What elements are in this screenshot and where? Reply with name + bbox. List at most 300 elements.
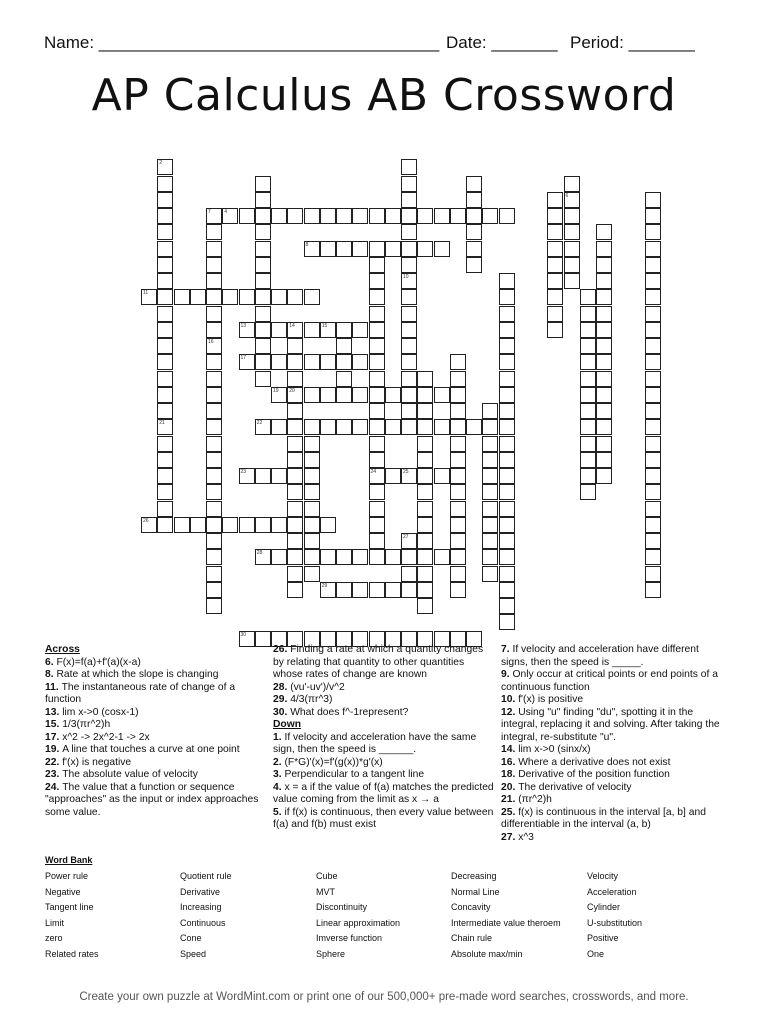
grid-cell[interactable] [401, 306, 417, 322]
grid-cell[interactable] [401, 241, 417, 257]
grid-cell[interactable] [287, 322, 303, 338]
grid-cell[interactable] [450, 403, 466, 419]
grid-cell[interactable] [450, 208, 466, 224]
grid-cell[interactable] [206, 452, 222, 468]
grid-cell[interactable] [157, 159, 173, 175]
grid-cell[interactable] [482, 452, 498, 468]
grid-cell[interactable] [645, 582, 661, 598]
grid-cell[interactable] [596, 322, 612, 338]
grid-cell[interactable] [417, 582, 433, 598]
grid-cell[interactable] [157, 322, 173, 338]
grid-cell[interactable] [271, 419, 287, 435]
grid-cell[interactable] [645, 403, 661, 419]
grid-cell[interactable] [499, 387, 515, 403]
grid-cell[interactable] [255, 517, 271, 533]
grid-cell[interactable] [255, 549, 271, 565]
grid-cell[interactable] [499, 371, 515, 387]
grid-cell[interactable] [287, 566, 303, 582]
grid-cell[interactable] [352, 354, 368, 370]
grid-cell[interactable] [369, 419, 385, 435]
grid-cell[interactable] [320, 387, 336, 403]
grid-cell[interactable] [580, 387, 596, 403]
grid-cell[interactable] [206, 549, 222, 565]
grid-cell[interactable] [482, 549, 498, 565]
grid-cell[interactable] [645, 322, 661, 338]
grid-cell[interactable] [401, 208, 417, 224]
grid-cell[interactable] [385, 549, 401, 565]
grid-cell[interactable] [304, 419, 320, 435]
grid-cell[interactable] [564, 176, 580, 192]
grid-cell[interactable] [596, 224, 612, 240]
grid-cell[interactable] [434, 549, 450, 565]
grid-cell[interactable] [645, 371, 661, 387]
grid-cell[interactable] [206, 241, 222, 257]
grid-cell[interactable] [287, 387, 303, 403]
grid-cell[interactable] [369, 241, 385, 257]
grid-cell[interactable] [499, 208, 515, 224]
grid-cell[interactable] [499, 354, 515, 370]
grid-cell[interactable] [206, 273, 222, 289]
grid-cell[interactable] [206, 387, 222, 403]
grid-cell[interactable] [141, 517, 157, 533]
grid-cell[interactable] [304, 322, 320, 338]
grid-cell[interactable] [499, 517, 515, 533]
grid-cell[interactable] [157, 517, 173, 533]
grid-cell[interactable] [287, 289, 303, 305]
grid-cell[interactable] [304, 533, 320, 549]
grid-cell[interactable] [596, 419, 612, 435]
grid-cell[interactable] [352, 582, 368, 598]
grid-cell[interactable] [255, 224, 271, 240]
grid-cell[interactable] [499, 533, 515, 549]
grid-cell[interactable] [369, 257, 385, 273]
grid-cell[interactable] [239, 289, 255, 305]
grid-cell[interactable] [499, 306, 515, 322]
grid-cell[interactable] [645, 517, 661, 533]
grid-cell[interactable] [271, 387, 287, 403]
grid-cell[interactable] [320, 582, 336, 598]
grid-cell[interactable] [385, 468, 401, 484]
grid-cell[interactable] [450, 501, 466, 517]
grid-cell[interactable] [304, 468, 320, 484]
grid-cell[interactable] [434, 468, 450, 484]
grid-cell[interactable] [369, 533, 385, 549]
grid-cell[interactable] [369, 208, 385, 224]
grid-cell[interactable] [450, 436, 466, 452]
grid-cell[interactable] [564, 273, 580, 289]
grid-cell[interactable] [157, 403, 173, 419]
grid-cell[interactable] [547, 322, 563, 338]
grid-cell[interactable] [320, 354, 336, 370]
grid-cell[interactable] [580, 338, 596, 354]
grid-cell[interactable] [369, 436, 385, 452]
grid-cell[interactable] [499, 614, 515, 630]
grid-cell[interactable] [450, 468, 466, 484]
grid-cell[interactable] [336, 419, 352, 435]
grid-cell[interactable] [401, 549, 417, 565]
grid-cell[interactable] [450, 533, 466, 549]
grid-cell[interactable] [369, 306, 385, 322]
grid-cell[interactable] [255, 371, 271, 387]
grid-cell[interactable] [547, 273, 563, 289]
grid-cell[interactable] [401, 468, 417, 484]
grid-cell[interactable] [580, 371, 596, 387]
grid-cell[interactable] [596, 452, 612, 468]
grid-cell[interactable] [206, 436, 222, 452]
grid-cell[interactable] [499, 549, 515, 565]
grid-cell[interactable] [287, 403, 303, 419]
grid-cell[interactable] [352, 241, 368, 257]
grid-cell[interactable] [304, 241, 320, 257]
grid-cell[interactable] [157, 484, 173, 500]
grid-cell[interactable] [206, 306, 222, 322]
grid-cell[interactable] [287, 582, 303, 598]
grid-cell[interactable] [287, 468, 303, 484]
grid-cell[interactable] [564, 224, 580, 240]
grid-cell[interactable] [645, 289, 661, 305]
grid-cell[interactable] [580, 289, 596, 305]
grid-cell[interactable] [401, 159, 417, 175]
grid-cell[interactable] [369, 354, 385, 370]
grid-cell[interactable] [564, 208, 580, 224]
grid-cell[interactable] [336, 549, 352, 565]
grid-cell[interactable] [157, 371, 173, 387]
grid-cell[interactable] [255, 176, 271, 192]
grid-cell[interactable] [304, 387, 320, 403]
grid-cell[interactable] [547, 241, 563, 257]
grid-cell[interactable] [336, 354, 352, 370]
grid-cell[interactable] [174, 289, 190, 305]
grid-cell[interactable] [206, 338, 222, 354]
grid-cell[interactable] [499, 273, 515, 289]
grid-cell[interactable] [499, 403, 515, 419]
grid-cell[interactable] [450, 484, 466, 500]
grid-cell[interactable] [287, 549, 303, 565]
grid-cell[interactable] [417, 566, 433, 582]
grid-cell[interactable] [580, 436, 596, 452]
grid-cell[interactable] [547, 192, 563, 208]
grid-cell[interactable] [336, 322, 352, 338]
grid-cell[interactable] [580, 403, 596, 419]
grid-cell[interactable] [369, 289, 385, 305]
period-field[interactable]: Period: _______ [570, 33, 695, 52]
grid-cell[interactable] [206, 224, 222, 240]
grid-cell[interactable] [499, 338, 515, 354]
grid-cell[interactable] [336, 241, 352, 257]
grid-cell[interactable] [499, 322, 515, 338]
grid-cell[interactable] [596, 257, 612, 273]
grid-cell[interactable] [287, 452, 303, 468]
grid-cell[interactable] [401, 533, 417, 549]
grid-cell[interactable] [206, 419, 222, 435]
grid-cell[interactable] [434, 241, 450, 257]
grid-cell[interactable] [580, 484, 596, 500]
grid-cell[interactable] [336, 338, 352, 354]
grid-cell[interactable] [482, 566, 498, 582]
grid-cell[interactable] [450, 566, 466, 582]
grid-cell[interactable] [417, 549, 433, 565]
grid-cell[interactable] [287, 517, 303, 533]
grid-cell[interactable] [401, 257, 417, 273]
grid-cell[interactable] [580, 452, 596, 468]
grid-cell[interactable] [450, 371, 466, 387]
grid-cell[interactable] [596, 403, 612, 419]
grid-cell[interactable] [417, 501, 433, 517]
grid-cell[interactable] [385, 582, 401, 598]
grid-cell[interactable] [239, 208, 255, 224]
grid-cell[interactable] [417, 533, 433, 549]
grid-cell[interactable] [206, 354, 222, 370]
grid-cell[interactable] [482, 517, 498, 533]
grid-cell[interactable] [190, 517, 206, 533]
grid-cell[interactable] [157, 501, 173, 517]
grid-cell[interactable] [157, 224, 173, 240]
grid-cell[interactable] [304, 354, 320, 370]
grid-cell[interactable] [401, 582, 417, 598]
grid-cell[interactable] [206, 566, 222, 582]
grid-cell[interactable] [369, 582, 385, 598]
grid-cell[interactable] [304, 501, 320, 517]
grid-cell[interactable] [304, 566, 320, 582]
grid-cell[interactable] [645, 387, 661, 403]
grid-cell[interactable] [401, 419, 417, 435]
grid-cell[interactable] [417, 419, 433, 435]
grid-cell[interactable] [401, 371, 417, 387]
grid-cell[interactable] [401, 192, 417, 208]
grid-cell[interactable] [466, 419, 482, 435]
grid-cell[interactable] [157, 436, 173, 452]
grid-cell[interactable] [157, 354, 173, 370]
grid-cell[interactable] [320, 208, 336, 224]
grid-cell[interactable] [255, 273, 271, 289]
grid-cell[interactable] [645, 257, 661, 273]
grid-cell[interactable] [417, 598, 433, 614]
grid-cell[interactable] [206, 598, 222, 614]
grid-cell[interactable] [255, 241, 271, 257]
grid-cell[interactable] [206, 582, 222, 598]
grid-cell[interactable] [401, 273, 417, 289]
grid-cell[interactable] [401, 176, 417, 192]
grid-cell[interactable] [499, 468, 515, 484]
grid-cell[interactable] [190, 289, 206, 305]
grid-cell[interactable] [401, 566, 417, 582]
grid-cell[interactable] [304, 484, 320, 500]
grid-cell[interactable] [645, 241, 661, 257]
grid-cell[interactable] [287, 208, 303, 224]
grid-cell[interactable] [222, 289, 238, 305]
grid-cell[interactable] [336, 582, 352, 598]
grid-cell[interactable] [239, 354, 255, 370]
grid-cell[interactable] [547, 257, 563, 273]
grid-cell[interactable] [271, 468, 287, 484]
grid-cell[interactable] [336, 387, 352, 403]
grid-cell[interactable] [417, 484, 433, 500]
grid-cell[interactable] [271, 208, 287, 224]
grid-cell[interactable] [206, 403, 222, 419]
grid-cell[interactable] [596, 338, 612, 354]
grid-cell[interactable] [320, 322, 336, 338]
grid-cell[interactable] [369, 273, 385, 289]
grid-cell[interactable] [596, 241, 612, 257]
grid-cell[interactable] [255, 306, 271, 322]
grid-cell[interactable] [369, 501, 385, 517]
grid-cell[interactable] [271, 322, 287, 338]
grid-cell[interactable] [157, 338, 173, 354]
grid-cell[interactable] [385, 208, 401, 224]
grid-cell[interactable] [401, 322, 417, 338]
grid-cell[interactable] [580, 322, 596, 338]
grid-cell[interactable] [157, 208, 173, 224]
grid-cell[interactable] [255, 322, 271, 338]
grid-cell[interactable] [450, 582, 466, 598]
grid-cell[interactable] [157, 387, 173, 403]
grid-cell[interactable] [287, 436, 303, 452]
grid-cell[interactable] [157, 452, 173, 468]
grid-cell[interactable] [645, 566, 661, 582]
grid-cell[interactable] [482, 403, 498, 419]
grid-cell[interactable] [417, 436, 433, 452]
grid-cell[interactable] [645, 436, 661, 452]
grid-cell[interactable] [271, 549, 287, 565]
grid-cell[interactable] [239, 468, 255, 484]
grid-cell[interactable] [369, 484, 385, 500]
grid-cell[interactable] [547, 306, 563, 322]
grid-cell[interactable] [466, 241, 482, 257]
grid-cell[interactable] [206, 533, 222, 549]
grid-cell[interactable] [206, 371, 222, 387]
grid-cell[interactable] [596, 306, 612, 322]
grid-cell[interactable] [385, 241, 401, 257]
grid-cell[interactable] [206, 501, 222, 517]
grid-cell[interactable] [255, 208, 271, 224]
grid-cell[interactable] [482, 208, 498, 224]
grid-cell[interactable] [352, 208, 368, 224]
grid-cell[interactable] [287, 533, 303, 549]
grid-cell[interactable] [222, 517, 238, 533]
grid-cell[interactable] [482, 419, 498, 435]
grid-cell[interactable] [450, 387, 466, 403]
grid-cell[interactable] [466, 257, 482, 273]
grid-cell[interactable] [499, 582, 515, 598]
grid-cell[interactable] [369, 517, 385, 533]
grid-cell[interactable] [141, 289, 157, 305]
grid-cell[interactable] [271, 354, 287, 370]
grid-cell[interactable] [450, 517, 466, 533]
grid-cell[interactable] [645, 533, 661, 549]
grid-cell[interactable] [645, 224, 661, 240]
grid-cell[interactable] [417, 208, 433, 224]
grid-cell[interactable] [320, 549, 336, 565]
grid-cell[interactable] [645, 419, 661, 435]
grid-cell[interactable] [482, 501, 498, 517]
grid-cell[interactable] [206, 208, 222, 224]
grid-cell[interactable] [596, 371, 612, 387]
grid-cell[interactable] [304, 436, 320, 452]
grid-cell[interactable] [206, 468, 222, 484]
grid-cell[interactable] [580, 419, 596, 435]
grid-cell[interactable] [401, 338, 417, 354]
grid-cell[interactable] [401, 224, 417, 240]
grid-cell[interactable] [287, 338, 303, 354]
grid-cell[interactable] [499, 452, 515, 468]
grid-cell[interactable] [547, 224, 563, 240]
grid-cell[interactable] [450, 419, 466, 435]
grid-cell[interactable] [466, 192, 482, 208]
grid-cell[interactable] [645, 192, 661, 208]
grid-cell[interactable] [645, 484, 661, 500]
grid-cell[interactable] [222, 208, 238, 224]
grid-cell[interactable] [547, 289, 563, 305]
grid-cell[interactable] [645, 273, 661, 289]
grid-cell[interactable] [499, 289, 515, 305]
grid-cell[interactable] [564, 257, 580, 273]
grid-cell[interactable] [385, 387, 401, 403]
grid-cell[interactable] [255, 354, 271, 370]
grid-cell[interactable] [417, 452, 433, 468]
grid-cell[interactable] [645, 452, 661, 468]
grid-cell[interactable] [417, 371, 433, 387]
grid-cell[interactable] [466, 224, 482, 240]
grid-cell[interactable] [239, 322, 255, 338]
grid-cell[interactable] [369, 338, 385, 354]
grid-cell[interactable] [466, 176, 482, 192]
grid-cell[interactable] [564, 192, 580, 208]
grid-cell[interactable] [499, 501, 515, 517]
grid-cell[interactable] [206, 289, 222, 305]
grid-cell[interactable] [645, 338, 661, 354]
grid-cell[interactable] [596, 289, 612, 305]
grid-cell[interactable] [596, 354, 612, 370]
grid-cell[interactable] [287, 501, 303, 517]
grid-cell[interactable] [482, 533, 498, 549]
grid-cell[interactable] [417, 468, 433, 484]
grid-cell[interactable] [255, 257, 271, 273]
grid-cell[interactable] [352, 387, 368, 403]
grid-cell[interactable] [271, 289, 287, 305]
grid-cell[interactable] [499, 484, 515, 500]
grid-cell[interactable] [304, 549, 320, 565]
grid-cell[interactable] [287, 419, 303, 435]
grid-cell[interactable] [304, 289, 320, 305]
grid-cell[interactable] [417, 387, 433, 403]
grid-cell[interactable] [564, 241, 580, 257]
grid-cell[interactable] [255, 192, 271, 208]
grid-cell[interactable] [417, 241, 433, 257]
grid-cell[interactable] [596, 468, 612, 484]
grid-cell[interactable] [401, 387, 417, 403]
grid-cell[interactable] [206, 517, 222, 533]
grid-cell[interactable] [580, 306, 596, 322]
grid-cell[interactable] [157, 419, 173, 435]
grid-cell[interactable] [482, 484, 498, 500]
grid-cell[interactable] [417, 403, 433, 419]
grid-cell[interactable] [580, 354, 596, 370]
grid-cell[interactable] [352, 419, 368, 435]
grid-cell[interactable] [174, 517, 190, 533]
grid-cell[interactable] [645, 354, 661, 370]
grid-cell[interactable] [645, 468, 661, 484]
grid-cell[interactable] [271, 517, 287, 533]
grid-cell[interactable] [255, 468, 271, 484]
grid-cell[interactable] [450, 354, 466, 370]
grid-cell[interactable] [645, 208, 661, 224]
grid-cell[interactable] [206, 484, 222, 500]
grid-cell[interactable] [401, 289, 417, 305]
grid-cell[interactable] [596, 273, 612, 289]
grid-cell[interactable] [417, 517, 433, 533]
grid-cell[interactable] [596, 387, 612, 403]
grid-cell[interactable] [206, 322, 222, 338]
